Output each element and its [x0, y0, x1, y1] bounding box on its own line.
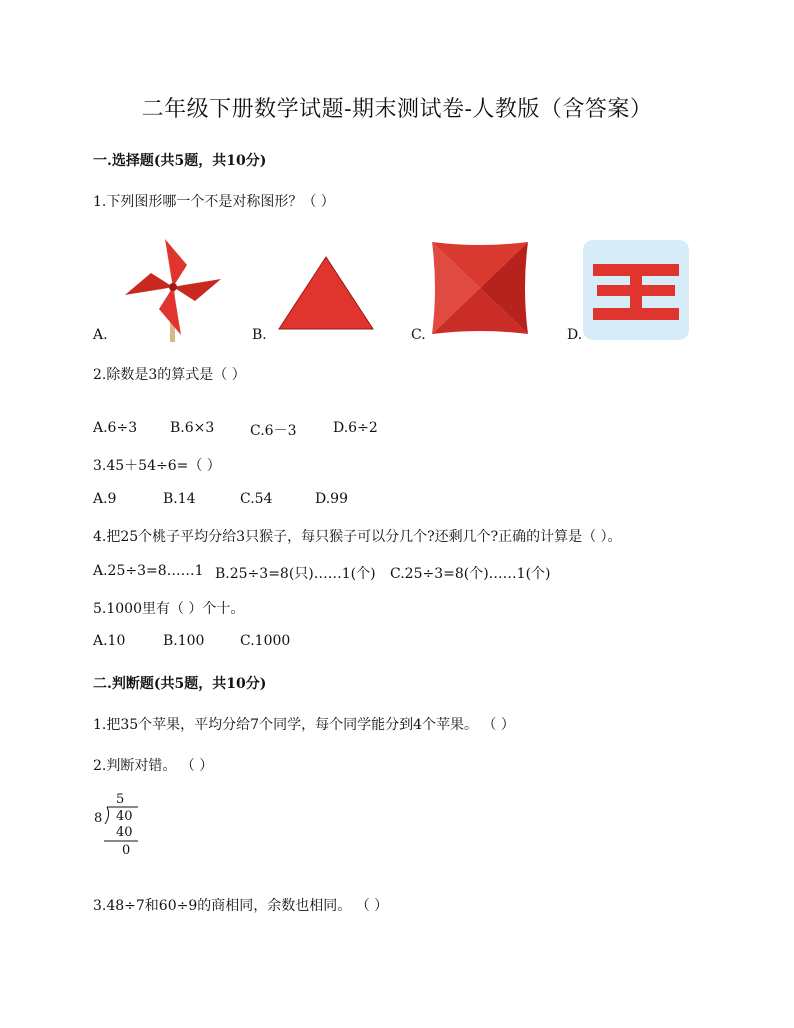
square-pyramid-icon [430, 238, 530, 338]
option-letter-a: A. [93, 327, 108, 343]
question-1: 1.下列图形哪一个不是对称图形？（ ） [93, 194, 335, 210]
wang-character-icon [583, 240, 689, 340]
option-letter-b: B. [252, 327, 267, 343]
long-division [92, 792, 140, 862]
q4-option-b: B.25÷3=8(只)……1(个) [215, 566, 376, 582]
option-letter-c: C. [411, 327, 426, 343]
page-title: 二年级下册数学试题-期末测试卷-人教版（含答案） [141, 97, 653, 122]
q2-option-d: D.6÷2 [333, 420, 378, 436]
judgement-question-2: 2.判断对错。 （ ） [93, 758, 214, 774]
section-heading-judgement: 二.判断题(共5题，共10分) [93, 676, 267, 692]
judgement-question-1: 1.把35个苹果，平均分给7个同学，每个同学能分到4个苹果。 （ ） [93, 717, 515, 733]
division-remainder: 0 [122, 843, 131, 858]
triangle-icon [276, 253, 376, 333]
q4-option-c: C.25÷3=8(个)……1(个) [390, 566, 551, 582]
q5-option-b: B.100 [163, 633, 205, 649]
q3-option-b: B.14 [163, 491, 196, 507]
section-heading-choice: 一.选择题(共5题，共10分) [93, 153, 267, 169]
option-letter-d: D. [567, 327, 583, 343]
q3-option-c: C.54 [240, 491, 273, 507]
q2-option-a: A.6÷3 [93, 420, 138, 436]
judgement-question-3: 3.48÷7和60÷9的商相同，余数也相同。 （ ） [93, 898, 389, 914]
question-3: 3.45＋54÷6=（ ） [93, 458, 221, 474]
q2-option-c: C.6－3 [250, 423, 297, 439]
question-4: 4.把25个桃子平均分给3只猴子，每只猴子可以分几个?还剩几个?正确的计算是（ ）。 [93, 529, 622, 545]
division-quotient: 5 [116, 792, 125, 807]
division-divisor: 8 [94, 811, 103, 826]
division-product: 40 [116, 825, 133, 840]
q2-option-b: B.6×3 [170, 420, 215, 436]
q4-option-a: A.25÷3=8……1 [93, 563, 204, 579]
division-dividend: 40 [116, 809, 133, 824]
q3-option-d: D.99 [315, 491, 348, 507]
q5-option-c: C.1000 [240, 633, 291, 649]
q3-option-a: A.9 [93, 491, 117, 507]
question-5: 5.1000里有（ ）个十。 [93, 601, 245, 617]
pinwheel-icon [118, 232, 228, 342]
q5-option-a: A.10 [93, 633, 126, 649]
question-2: 2.除数是3的算式是（ ） [93, 367, 246, 383]
